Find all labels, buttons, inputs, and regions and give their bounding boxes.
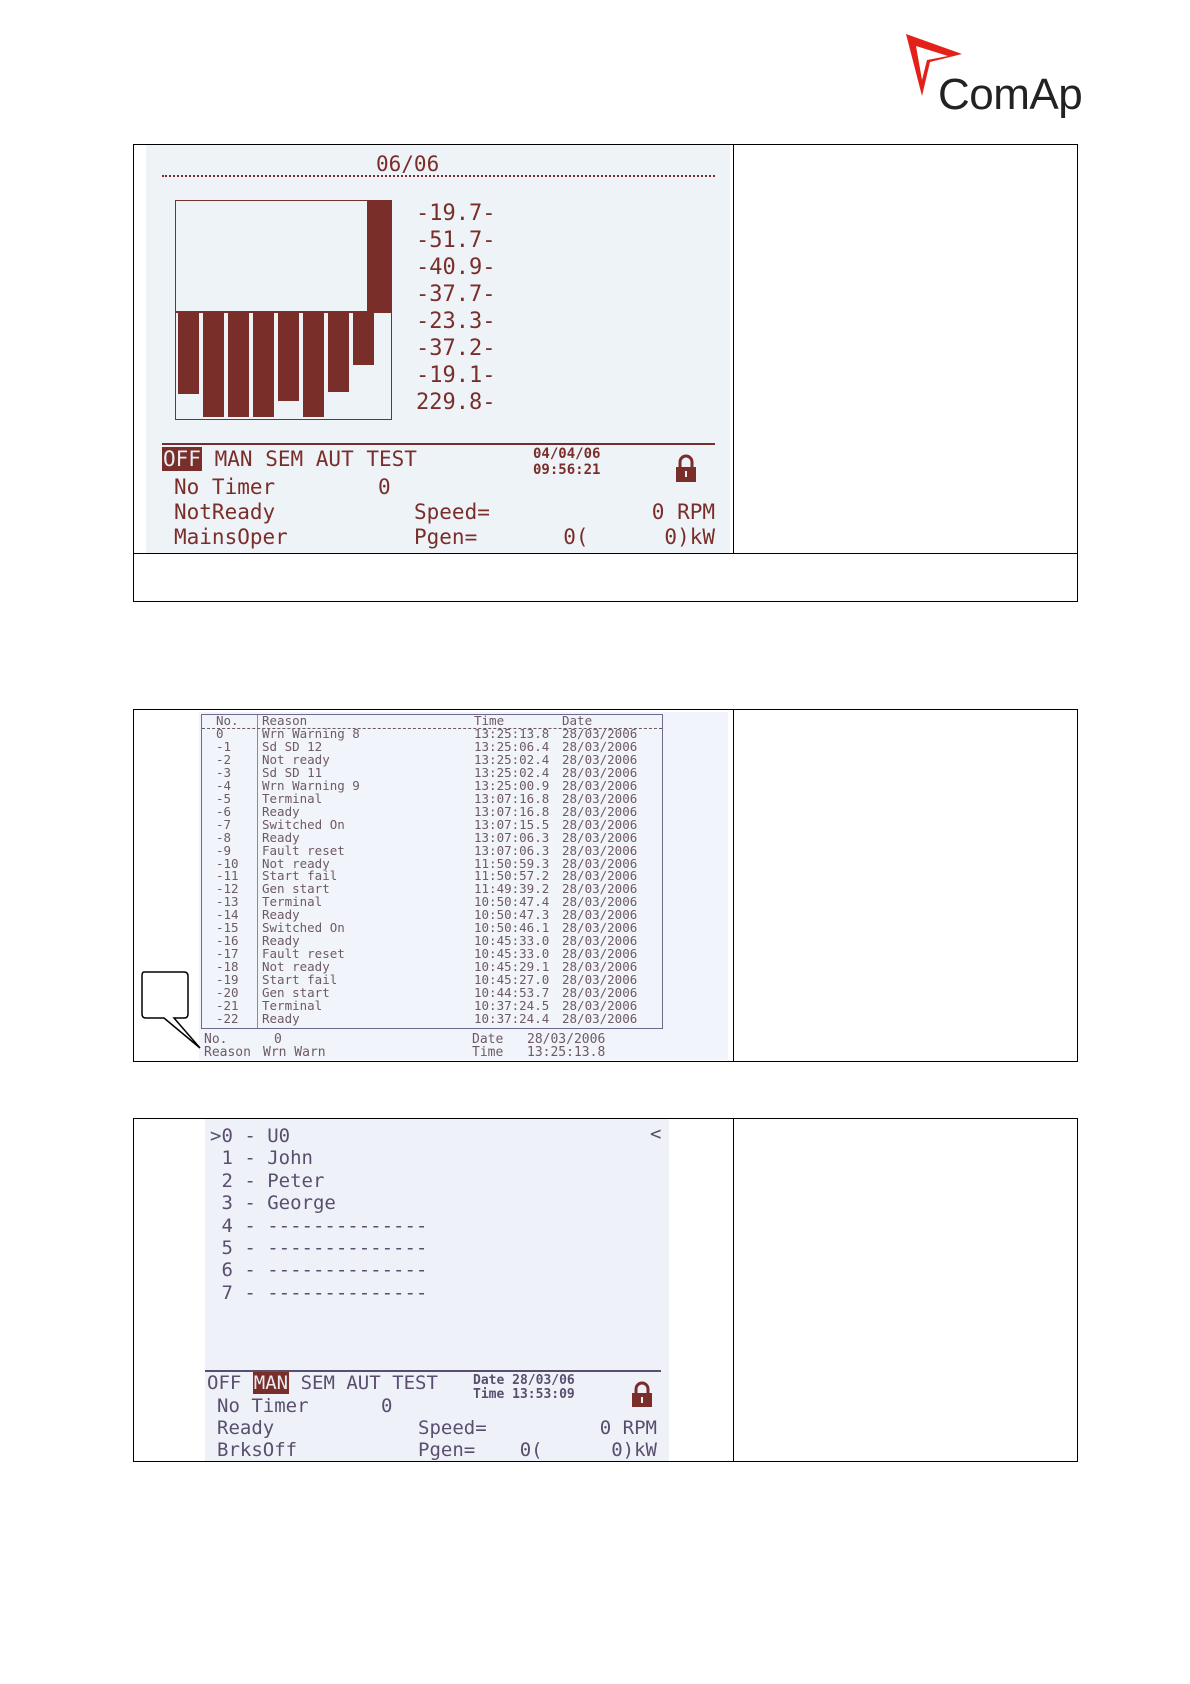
bar-1 xyxy=(203,313,224,417)
user-item-1[interactable]: 1 - John xyxy=(210,1147,313,1170)
state-engine: NotReady xyxy=(174,500,276,524)
table-row-11-col-2: 11:50:57.2 xyxy=(474,868,550,884)
state-breaker: BrksOff xyxy=(217,1439,298,1461)
status-time: Time 13:53:09 xyxy=(473,1387,575,1402)
table-row-1-col-2: 13:25:06.4 xyxy=(474,738,550,754)
table-row-18-col-3: 28/03/2006 xyxy=(562,959,638,975)
footer-time-label: Time xyxy=(472,1045,504,1060)
bar-0 xyxy=(178,313,199,394)
user-item-4[interactable]: 4 - -------------- xyxy=(210,1214,428,1237)
table-header-col-2: Time xyxy=(474,713,505,728)
table-row-15-col-2: 10:50:46.1 xyxy=(474,920,550,936)
figure-frame-3 xyxy=(133,1118,1078,1462)
table-row-3-col-0: -3 xyxy=(216,764,232,780)
table-row-16-col-1: Ready xyxy=(262,933,300,949)
table-row-21-col-1: Terminal xyxy=(262,997,323,1013)
table-row-6-col-0: -6 xyxy=(216,803,232,819)
table-row-5-col-1: Terminal xyxy=(262,790,323,806)
table-row-6-col-1: Ready xyxy=(262,803,300,819)
table-row-4-col-2: 13:25:00.9 xyxy=(474,777,550,793)
speed-value: 0 RPM xyxy=(651,500,715,524)
table-row-17-col-1: Fault reset xyxy=(262,946,345,962)
state-engine: Ready xyxy=(217,1417,275,1439)
mode-off[interactable]: OFF xyxy=(163,447,201,471)
table-row-20-col-0: -20 xyxy=(216,985,239,1000)
table-row-7-col-3: 28/03/2006 xyxy=(562,816,638,832)
table-row-10-col-2: 11:50:59.3 xyxy=(474,855,550,871)
bar-5 xyxy=(303,313,324,417)
table-row-1-col-0: -1 xyxy=(216,738,232,754)
table-row-13-col-0: -13 xyxy=(216,894,239,910)
table-row-11-col-0: -11 xyxy=(216,868,239,884)
table-row-2-col-0: -2 xyxy=(216,751,232,767)
table-row-12-col-1: Gen start xyxy=(262,881,330,897)
state-breaker: MainsOper xyxy=(174,525,288,549)
table-row-9-col-0: -9 xyxy=(216,842,232,858)
table-row-20-col-2: 10:44:53.7 xyxy=(474,985,550,1000)
timer-label: No Timer xyxy=(174,475,276,499)
table-header-col-0: No. xyxy=(216,713,239,728)
bar-3 xyxy=(253,313,274,417)
table-row-18-col-1: Not ready xyxy=(262,959,330,975)
callout-pointer-icon xyxy=(140,970,210,1055)
table-row-0-col-1: Wrn Warning 8 xyxy=(262,726,360,741)
table-row-8-col-2: 13:07:06.3 xyxy=(474,829,550,845)
table-row-14-col-1: Ready xyxy=(262,907,300,923)
lcd-screen-bar-graph xyxy=(146,145,730,553)
table-row-3-col-2: 13:25:02.4 xyxy=(474,764,550,780)
table-row-13-col-1: Terminal xyxy=(262,894,323,910)
table-row-17-col-2: 10:45:33.0 xyxy=(474,946,550,962)
table-row-8-col-3: 28/03/2006 xyxy=(562,829,638,845)
table-row-10-col-3: 28/03/2006 xyxy=(562,855,638,871)
user-list xyxy=(210,1125,427,1304)
figure-frame-1 xyxy=(133,144,1078,602)
table-row-21-col-0: -21 xyxy=(216,997,239,1013)
table-row-9-col-3: 28/03/2006 xyxy=(562,842,638,858)
value-3: -37.7- xyxy=(416,282,496,307)
table-row-11-col-3: 28/03/2006 xyxy=(562,868,638,884)
value-7: 229.8- xyxy=(416,390,496,415)
pgen-label: Pgen= xyxy=(418,1439,476,1461)
timer-value: 0 xyxy=(381,1395,393,1417)
bar-4 xyxy=(278,313,299,401)
user-item-3[interactable]: 3 - George xyxy=(210,1192,336,1215)
table-row-1-col-1: Sd SD 12 xyxy=(262,738,323,754)
table-row-15-col-0: -15 xyxy=(216,920,239,936)
status-date: Date 28/03/06 xyxy=(473,1373,575,1388)
table-row-14-col-3: 28/03/2006 xyxy=(562,907,638,923)
status-date: 04/04/06 xyxy=(533,446,601,462)
speed-label: Speed= xyxy=(414,500,490,524)
user-item-6[interactable]: 6 - -------------- xyxy=(210,1259,428,1282)
table-row-4-col-3: 28/03/2006 xyxy=(562,777,638,793)
table-header-col-3: Date xyxy=(562,713,593,728)
table-header-col-1: Reason xyxy=(262,713,308,728)
user-item-5[interactable]: 5 - -------------- xyxy=(210,1237,428,1260)
mode-sem[interactable]: SEM xyxy=(300,1372,335,1394)
table-row-0-col-2: 13:25:13.8 xyxy=(474,726,550,741)
mode-test[interactable]: TEST xyxy=(392,1372,438,1394)
mode-aut[interactable]: AUT xyxy=(346,1372,381,1394)
timer-label: No Timer xyxy=(217,1395,309,1417)
user-item-0[interactable]: >0 - U0 xyxy=(210,1125,291,1147)
table-row-21-col-2: 10:37:24.5 xyxy=(474,997,550,1013)
mode-off[interactable]: OFF xyxy=(207,1372,242,1394)
table-row-12-col-0: -12 xyxy=(216,881,239,897)
lcd-screen-history-log xyxy=(199,712,728,1060)
table-row-3-col-1: Sd SD 11 xyxy=(262,764,323,780)
table-row-3-col-3: 28/03/2006 xyxy=(562,764,638,780)
history-table-box xyxy=(201,714,663,1029)
table-row-10-col-1: Not ready xyxy=(262,855,330,871)
mode-selector xyxy=(162,447,417,471)
comap-logo xyxy=(900,28,1090,138)
value-0: -19.7- xyxy=(416,201,496,226)
table-row-19-col-0: -19 xyxy=(216,972,239,988)
table-row-9-col-2: 13:07:06.3 xyxy=(474,842,550,858)
footer-reason-value: Wrn Warn xyxy=(263,1045,326,1060)
bar-2 xyxy=(228,313,249,417)
table-row-10-col-0: -10 xyxy=(216,855,239,871)
table-row-16-col-0: -16 xyxy=(216,933,239,949)
table-row-2-col-1: Not ready xyxy=(262,751,330,767)
table-row-5-col-0: -5 xyxy=(216,790,232,806)
table-row-14-col-0: -14 xyxy=(216,907,239,923)
table-row-20-col-1: Gen start xyxy=(262,985,330,1000)
table-row-20-col-3: 28/03/2006 xyxy=(562,985,638,1000)
table-row-8-col-1: Ready xyxy=(262,829,300,845)
speed-label: Speed= xyxy=(418,1417,487,1439)
footer-no-value: 0 xyxy=(274,1032,282,1047)
footer-date-value: 28/03/2006 xyxy=(527,1032,606,1047)
bar-6 xyxy=(328,313,349,392)
table-row-22-col-3: 28/03/2006 xyxy=(562,1010,638,1026)
table-row-21-col-3: 28/03/2006 xyxy=(562,997,638,1013)
table-row-0-col-0: 0 xyxy=(216,726,224,741)
value-4: -23.3- xyxy=(416,309,496,334)
table-row-18-col-0: -18 xyxy=(216,959,239,975)
table-row-4-col-0: -4 xyxy=(216,777,232,793)
table-row-15-col-1: Switched On xyxy=(262,920,345,936)
timer-value: 0 xyxy=(378,475,391,499)
user-item-7[interactable]: 7 - -------------- xyxy=(210,1281,428,1304)
table-row-22-col-2: 10:37:24.4 xyxy=(474,1010,550,1026)
back-arrow-icon: < xyxy=(650,1123,662,1145)
table-row-7-col-2: 13:07:15.5 xyxy=(474,816,550,832)
table-row-5-col-3: 28/03/2006 xyxy=(562,790,638,806)
value-5: -37.2- xyxy=(416,336,496,361)
footer-time-value: 13:25:13.8 xyxy=(527,1045,606,1060)
table-row-0-col-3: 28/03/2006 xyxy=(562,726,638,741)
footer-date-label: Date xyxy=(472,1032,504,1047)
value-1: -51.7- xyxy=(416,228,496,253)
value-6: -19.1- xyxy=(416,363,496,388)
table-row-7-col-1: Switched On xyxy=(262,816,345,832)
table-row-13-col-2: 10:50:47.4 xyxy=(474,894,550,910)
table-row-5-col-2: 13:07:16.8 xyxy=(474,790,550,806)
table-row-14-col-2: 10:50:47.3 xyxy=(474,907,550,923)
value-2: -40.9- xyxy=(416,255,496,280)
bar-graph-box xyxy=(175,200,392,420)
table-row-12-col-3: 28/03/2006 xyxy=(562,881,638,897)
table-row-7-col-0: -7 xyxy=(216,816,232,832)
mode-test[interactable]: TEST xyxy=(366,447,417,471)
table-row-8-col-0: -8 xyxy=(216,829,232,845)
table-row-2-col-2: 13:25:02.4 xyxy=(474,751,550,767)
mode-selector xyxy=(207,1372,438,1394)
comap-logo-text: ComAp xyxy=(938,70,1083,119)
mode-aut[interactable]: AUT xyxy=(315,447,354,471)
footer-no-label: No. xyxy=(204,1032,228,1047)
table-row-1-col-3: 28/03/2006 xyxy=(562,738,638,754)
bar-top xyxy=(367,201,391,311)
table-row-11-col-1: Start fail xyxy=(262,868,338,884)
table-row-17-col-3: 28/03/2006 xyxy=(562,946,638,962)
mode-sem[interactable]: SEM xyxy=(265,447,304,471)
values-column xyxy=(416,200,495,416)
table-row-19-col-2: 10:45:27.0 xyxy=(474,972,550,988)
table-row-6-col-2: 13:07:16.8 xyxy=(474,803,550,819)
table-row-15-col-3: 28/03/2006 xyxy=(562,920,638,936)
lock-icon xyxy=(674,454,698,484)
lcd-screen-user-list xyxy=(205,1119,669,1461)
user-item-2[interactable]: 2 - Peter xyxy=(210,1169,325,1192)
lock-icon xyxy=(631,1381,653,1409)
table-row-19-col-3: 28/03/2006 xyxy=(562,972,638,988)
pgen-label: Pgen= xyxy=(414,525,478,549)
table-row-2-col-3: 28/03/2006 xyxy=(562,751,638,767)
table-row-13-col-3: 28/03/2006 xyxy=(562,894,638,910)
speed-value: 0 RPM xyxy=(599,1417,657,1439)
page-indicator: 06/06 xyxy=(376,152,440,176)
table-row-16-col-2: 10:45:33.0 xyxy=(474,933,550,949)
status-time: 09:56:21 xyxy=(533,462,601,478)
pgen-value: 0( 0)kW xyxy=(519,1439,657,1461)
bar-7 xyxy=(353,313,374,365)
table-row-17-col-0: -17 xyxy=(216,946,239,962)
table-row-16-col-3: 28/03/2006 xyxy=(562,933,638,949)
table-row-22-col-0: -22 xyxy=(216,1010,239,1026)
table-row-4-col-1: Wrn Warning 9 xyxy=(262,777,360,793)
table-row-9-col-1: Fault reset xyxy=(262,842,345,858)
figure-frame-2 xyxy=(133,709,1078,1062)
mode-man[interactable]: MAN xyxy=(253,1372,289,1394)
pgen-value: 0( 0)kW xyxy=(563,525,715,549)
table-row-22-col-1: Ready xyxy=(262,1010,300,1026)
footer-reason-label: Reason xyxy=(204,1045,251,1060)
mode-man[interactable]: MAN xyxy=(214,447,253,471)
table-row-6-col-3: 28/03/2006 xyxy=(562,803,638,819)
table-row-19-col-1: Start fail xyxy=(262,972,338,988)
table-row-12-col-2: 11:49:39.2 xyxy=(474,881,550,897)
table-row-18-col-2: 10:45:29.1 xyxy=(474,959,550,975)
